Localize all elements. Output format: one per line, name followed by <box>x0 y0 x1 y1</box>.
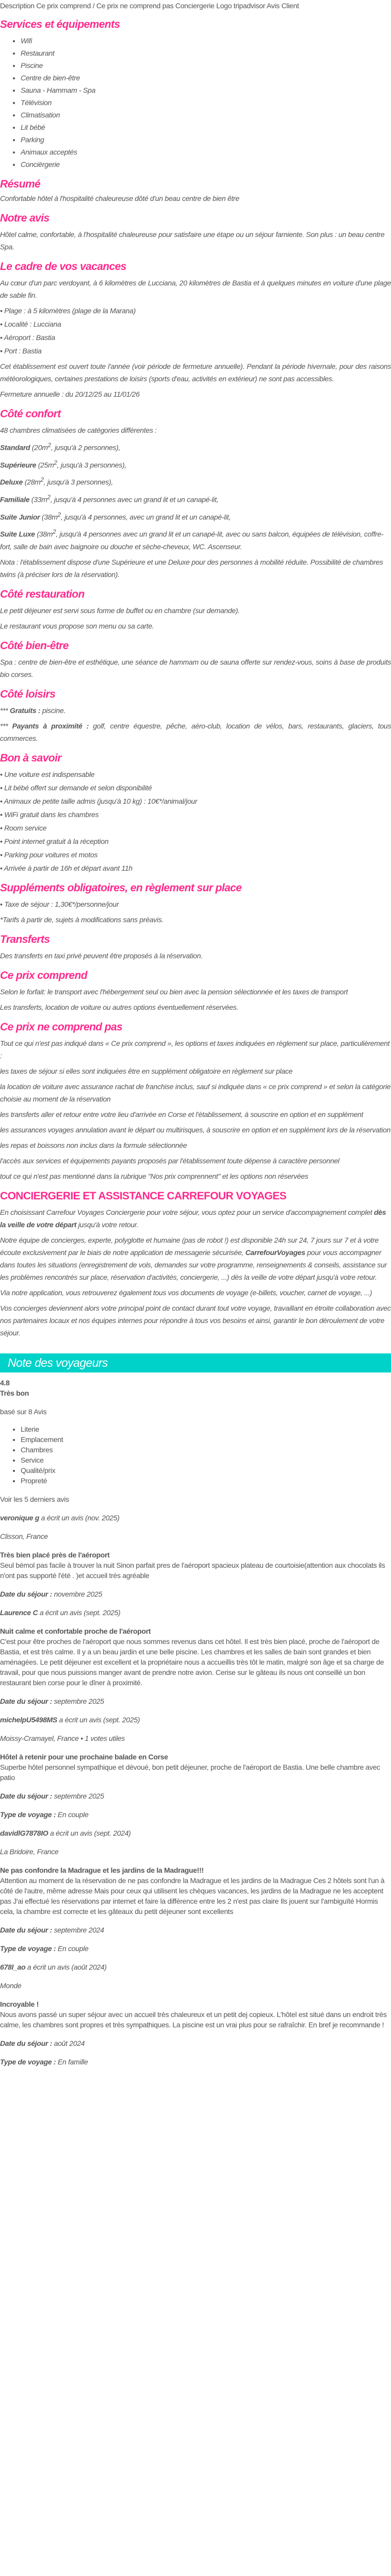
services-title: Services et équipements <box>0 19 120 30</box>
confort-intro: 48 chambres climatisées de catégories différentes : <box>0 426 157 434</box>
conciergerie-p2: Notre équipe de concierges, experte, polyglotte et humaine (pas de robot !) est disponible 24h sur 24, 7 jours sur 7 et à votre écoute exclusivement par le biais de notre application de messagerie sécurisée, CarrefourVoyages pour vous accompagner dans toutes les situations (enregistrement de vols, demandes sur votre programme, renseignements & conseils, assistance sur les problèmes rencontrés sur place, réservation d'activités, conciergerie, ...) dès la veille de votre départ jusqu'à votre retour. <box>0 1235 387 1281</box>
closing-text: Fermeture annuelle : du 20/12/25 au 11/01/26 <box>0 390 140 398</box>
review-author: Laurence C a écrit un avis (sept. 2025) <box>0 1608 121 1617</box>
conciergerie-p3: Via notre application, vous retrouverez également tous vos documents de voyage (e-billets, voucher, carnet de voyage, ...) <box>0 1288 372 1297</box>
bon-item: • Parking pour voitures et motos <box>0 850 98 859</box>
review-location: La Bridoire, France <box>0 1847 59 1856</box>
room-familiale: Familiale ($33m^2$, jusqu'à 4 personnes avec un grand lit et un canapé-lit, <box>0 494 219 504</box>
review-trip-type: Type de voyage : En famille <box>0 2057 88 2066</box>
criterion: • Chambres <box>21 1445 391 1455</box>
conciergerie-p1: En choisissant Carrefour Voyages Conciergerie pour votre séjour, vous optez pour un service d'accompagnement complet dès la veille de votre départ jusqu'à votre retour. <box>0 1208 386 1229</box>
resume-title: Résumé <box>0 178 41 190</box>
review-title: Ne pas confondre la Madrague et les jardins de la Madrague!!! <box>0 1866 204 1874</box>
bon-item: • Point internet gratuit à la réception <box>0 837 109 845</box>
reviews-banner <box>0 1353 391 1372</box>
tarifs-note: *Tarifs à partir de, sujets à modifications sans préavis. <box>0 915 164 924</box>
bon-item: • Arrivée à partir de 16h et départ avant 11h <box>0 863 133 872</box>
review-title: Nuit calme et confortable proche de l'aéroport <box>0 1626 151 1635</box>
anchor-nav[interactable]: Description Ce prix comprend / Ce prix ne comprend pas Conciergerie Logo tripadvisor Avis Client <box>0 2 299 10</box>
necomprend-line: les repas et boissons non inclus dans la formule sélectionnée <box>0 1141 187 1149</box>
avis-text: Hôtel calme, confortable, à l'hospitalité chaleureuse pour satisfaire une étape ou un séjour farniente. Son plus : un beau centre Spa. <box>0 230 385 251</box>
bon-item: • Lit bébé offert sur demande et selon disponibilité <box>0 783 152 792</box>
loisirs-title: Côté loisirs <box>0 688 56 700</box>
cadre-item: • Plage : à 5 kilomètres (plage de la Marana) <box>0 307 136 315</box>
review-location: Clisson, France <box>0 1532 48 1540</box>
necomprend-line: les taxes de séjour si elles sont indiquées être en supplément obligatoire en règlement sur place <box>0 1066 293 1075</box>
service-item: • Piscine <box>21 59 391 72</box>
supplements-title: Suppléments obligatoires, en règlement sur place <box>0 882 242 894</box>
review-author: davidlG7878IO a écrit un avis (sept. 2024) <box>0 1828 131 1837</box>
loisirs-free: *** Gratuits : piscine. <box>0 706 66 715</box>
transferts-text: Des transferts en taxi privé peuvent être proposés à la réservation. <box>0 951 203 960</box>
bon-item: • WiFi gratuit dans les chambres <box>0 810 99 819</box>
review-date: Date du séjour : septembre 2024 <box>0 1925 104 1934</box>
review-author: michelpU5498MS a écrit un avis (sept. 2025) <box>0 1715 140 1724</box>
service-item: • Sauna - Hammam - Spa <box>21 84 391 96</box>
supplement-item: • Taxe de séjour : 1,30€*/personne/jour <box>0 900 119 908</box>
room-standard: Standard ($20m^2$, jusqu'à 2 personnes), <box>0 442 121 452</box>
rating-label: Très bon <box>0 1388 29 1397</box>
criterion: • Service <box>21 1455 391 1465</box>
comprend-line: Selon le forfait: le transport avec l'hébergement seul ou bien avec la pension sélectionnée et les taxes de transport <box>0 987 348 996</box>
room-deluxe: Deluxe ($28m^2$, jusqu'à 3 personnes), <box>0 477 113 486</box>
cadre-item: • Aéroport : Bastia <box>0 333 55 342</box>
review-trip-type: Type de voyage : En couple <box>0 1810 89 1819</box>
service-item: • Parking <box>21 133 391 146</box>
resume-text: Confortable hôtel à l'hospitalité chaleureuse dôté d'un beau centre de bien être <box>0 194 239 202</box>
review-body: Superbe hôtel personnel sympathique et dévoué, bon petit déjeuner, proche de l'aéroport de Bastia. Une belle chambre avec patio <box>0 1762 380 1782</box>
bienetre-title: Côté bien-être <box>0 639 69 652</box>
review-location: Monde <box>0 1981 22 1990</box>
review-date: Date du séjour : septembre 2025 <box>0 1791 104 1800</box>
review-author: veronique g a écrit un avis (nov. 2025) <box>0 1513 120 1522</box>
criterion: • Propreté <box>21 1476 391 1486</box>
comprend-title: Ce prix comprend <box>0 969 87 981</box>
necomprend-line: l'accès aux services et équipements payants proposés par l'établissement toute dépense à caractère personnel <box>0 1156 339 1165</box>
criterion: • Qualité/prix <box>21 1465 391 1476</box>
review-body: Attention au moment de la réservation de ne pas confondre la Madrague et les jardins de la Madrague Ces 2 hôtels sont l'un à côté de l'autre, même adresse Mais pour ceux qui utilisent les chèques vacances, les jardins de la Madrague ne les acceptent pas J'ai effectué les réservations par internet et faire la différence entre les 2 n'est pas claire Ils jouent sur l'ambiguïté Hormis cela, la chambre est correcte et les gâteaux du petit déjeuner sont excellents <box>0 1876 385 1916</box>
service-item: • Centre de bien-être <box>21 72 391 84</box>
necomprend-line: les transferts aller et retour entre votre lieu d'arrivée en Corse et l'établissement, à souscrire en option et en supplément <box>0 1110 364 1118</box>
rating-score: 4.8 <box>0 1378 10 1387</box>
rating-based: basé sur 8 Avis <box>0 1407 47 1416</box>
cadre-text: Au cœur d'un parc verdoyant, à 6 kilomètres de Lucciana, 20 kilomètres de Bastia et à quelques minutes en voiture d'une plage de sable fin. <box>0 279 391 299</box>
bon-item: • Room service <box>0 823 47 832</box>
conciergerie-p4: Vos concierges deviennent alors votre principal point de contact durant tout votre voyage, travaillant en étroite collaboration avec nos partenaires locaux et nos équipes internes pour répondre à tous vos besoins et ainsi, garantir le bon déroulement de votre séjour. <box>0 1303 391 1337</box>
review-date: Date du séjour : septembre 2025 <box>0 1697 104 1705</box>
restauration-line: Le petit déjeuner est servi sous forme de buffet ou en chambre (sur demande). <box>0 606 240 615</box>
services-list <box>0 35 391 171</box>
cadre-item: • Port : Bastia <box>0 347 42 355</box>
review-location: Moissy-Cramayel, France • 1 votes utiles <box>0 1734 125 1742</box>
review-body: Nous avons passé un super séjour avec un accueil très chaleureux et un petit dej copieux. L'hôtel est situé dans un endroit très calme, les chambres sont propres et très sympathiques. La piscine est un vrai plus pour se rafraîchir. En bref je recommande ! <box>0 2010 387 2029</box>
necomprend-line: tout ce qui n'est pas mentionné dans la rubrique "Nos prix comprennent" et les options non réservées <box>0 1172 308 1180</box>
confort-nota: Nota : l'établissement dispose d'une Supérieure et une Deluxe pour des personnes à mobilité réduite. Possibilité de chambres twins (à préciser lors de la réservation). <box>0 557 383 579</box>
review-body: Seul bémol pas facile à trouver la nuit Sinon parfait pres de l'aéroport spacieux plateau de courtoisie(attention aux chocolats ils n'ont pas supporté l'été . )et accueil très agréable <box>0 1561 385 1580</box>
review-date: Date du séjour : août 2024 <box>0 2039 85 2047</box>
review-title: Très bien placé près de l'aéroport <box>0 1550 110 1559</box>
bienetre-text: Spa : centre de bien-être et esthétique, une séance de hammam ou de sauna offerte sur rendez-vous, soins à base de produits bio corses. <box>0 657 391 679</box>
service-item: • Animaux acceptés <box>21 146 391 158</box>
bon-item: • Animaux de petite taille admis (jusqu'à 10 kg) : 10€*/animal/jour <box>0 796 198 805</box>
review-trip-type: Type de voyage : En couple <box>0 1944 89 1953</box>
review-title: Hôtel à retenir pour une prochaine balade en Corse <box>0 1752 168 1761</box>
service-item: • Climatisation <box>21 109 391 121</box>
service-item: • Wifi <box>21 35 391 47</box>
rating-criteria <box>0 1424 391 1486</box>
necomprend-line: les assurances voyages annulation avant le départ ou multirisques, à souscrire en option et en supplément lors de la réservation <box>0 1125 390 1134</box>
necomprend-line: Tout ce qui n'est pas indiqué dans « Ce prix comprend », les options et taxes indiquées en règlement sur place, particulièrement : <box>0 1039 390 1060</box>
service-item: • Conciërgerie <box>21 158 391 171</box>
service-item: • Restaurant <box>21 47 391 59</box>
room-superieure: Supérieure ($25m^2$, jusqu'à 3 personnes), <box>0 459 126 469</box>
opening-text: Cet établissement est ouvert toute l'année (voir période de fermeture annuelle). Pendant la période hivernale, pour des raisons météorologiques, certaines prestations de loisirs (sports d'eau, activités en extérieur) ne sont pas accessibles. <box>0 362 391 383</box>
reviews-banner-title: Note des voyageurs <box>8 1355 108 1369</box>
review-date: Date du séjour : novembre 2025 <box>0 1589 102 1598</box>
conciergerie-title: CONCIERGERIE ET ASSISTANCE CARREFOUR VOYAGES <box>0 1190 287 1202</box>
see-more-reviews-link[interactable]: Voir les 5 derniers avis <box>0 1495 69 1503</box>
criterion: • Literie <box>21 1424 391 1434</box>
review-author: 678l_ao a écrit un avis (août 2024) <box>0 1962 107 1971</box>
cadre-title: Le cadre de vos vacances <box>0 261 126 273</box>
transferts-title: Transferts <box>0 933 50 945</box>
room-suite-luxe: Suite Luxe ($38m^2$, jusqu'à 4 personnes avec un grand lit et un canapé-lit, avec ou sans balcon, équipées de télévision, coffre-fort, salle de bain avec baignoire ou douche et sèche-cheveux, WC. Ascenseur. <box>0 529 384 551</box>
bon-title: Bon à savoir <box>0 752 61 764</box>
service-item: • Télévision <box>21 96 391 109</box>
avis-title: Notre avis <box>0 212 50 224</box>
cadre-item: • Localité : Lucciana <box>0 320 61 328</box>
comprend-line: Les transferts, location de voiture ou autres options éventuellement réservées. <box>0 1003 238 1011</box>
bon-item: • Une voiture est indispensable <box>0 770 95 778</box>
review-body: C'est pour être proches de l'aéroport que nous sommes revenus dans cet hôtel. Il est très bien placé, proche de l'aéroport de Bastia, et est très calme. Il y a un beau jardin et une belle piscine. Les chambres et les salles de bain sont grandes et bien aménagées. Le petit déjeuner est excellent et la propriétaire nous a accueillis très tôt le matin, malgré son âge et sa charge de travail, pour que nous puissions manger avant de prendre notre avion. Cerise sur le gâteau ils nous ont conseillé un bon restaurant bien corse pour le dîner à proximité. <box>0 1637 384 1687</box>
confort-title: Côté confort <box>0 408 61 420</box>
page-end-spacer <box>0 2067 391 2077</box>
room-suite-junior: Suite Junior ($38m^2$, jusqu'à 4 personnes, avec un grand lit et un canapé-lit, <box>0 511 231 521</box>
criterion: • Emplacement <box>21 1434 391 1445</box>
necomprend-line: la location de voiture avec assurance rachat de franchise inclus, sauf si indiquée dans « ce prix comprend » et selon la catégorie choisie au moment de la réservation <box>0 1082 391 1103</box>
loisirs-paid: *** Payants à proximité : golf, centre équestre, pêche, aéro-club, location de vélos, bars, restaurants, glaciers, tous commerces. <box>0 721 391 742</box>
review-title: Incroyable ! <box>0 1999 39 2008</box>
service-item: • Lit bébé <box>21 121 391 133</box>
restauration-title: Côté restauration <box>0 588 85 600</box>
necomprend-title: Ce prix ne comprend pas <box>0 1021 123 1033</box>
restauration-line: Le restaurant vous propose son menu ou sa carte. <box>0 621 154 630</box>
